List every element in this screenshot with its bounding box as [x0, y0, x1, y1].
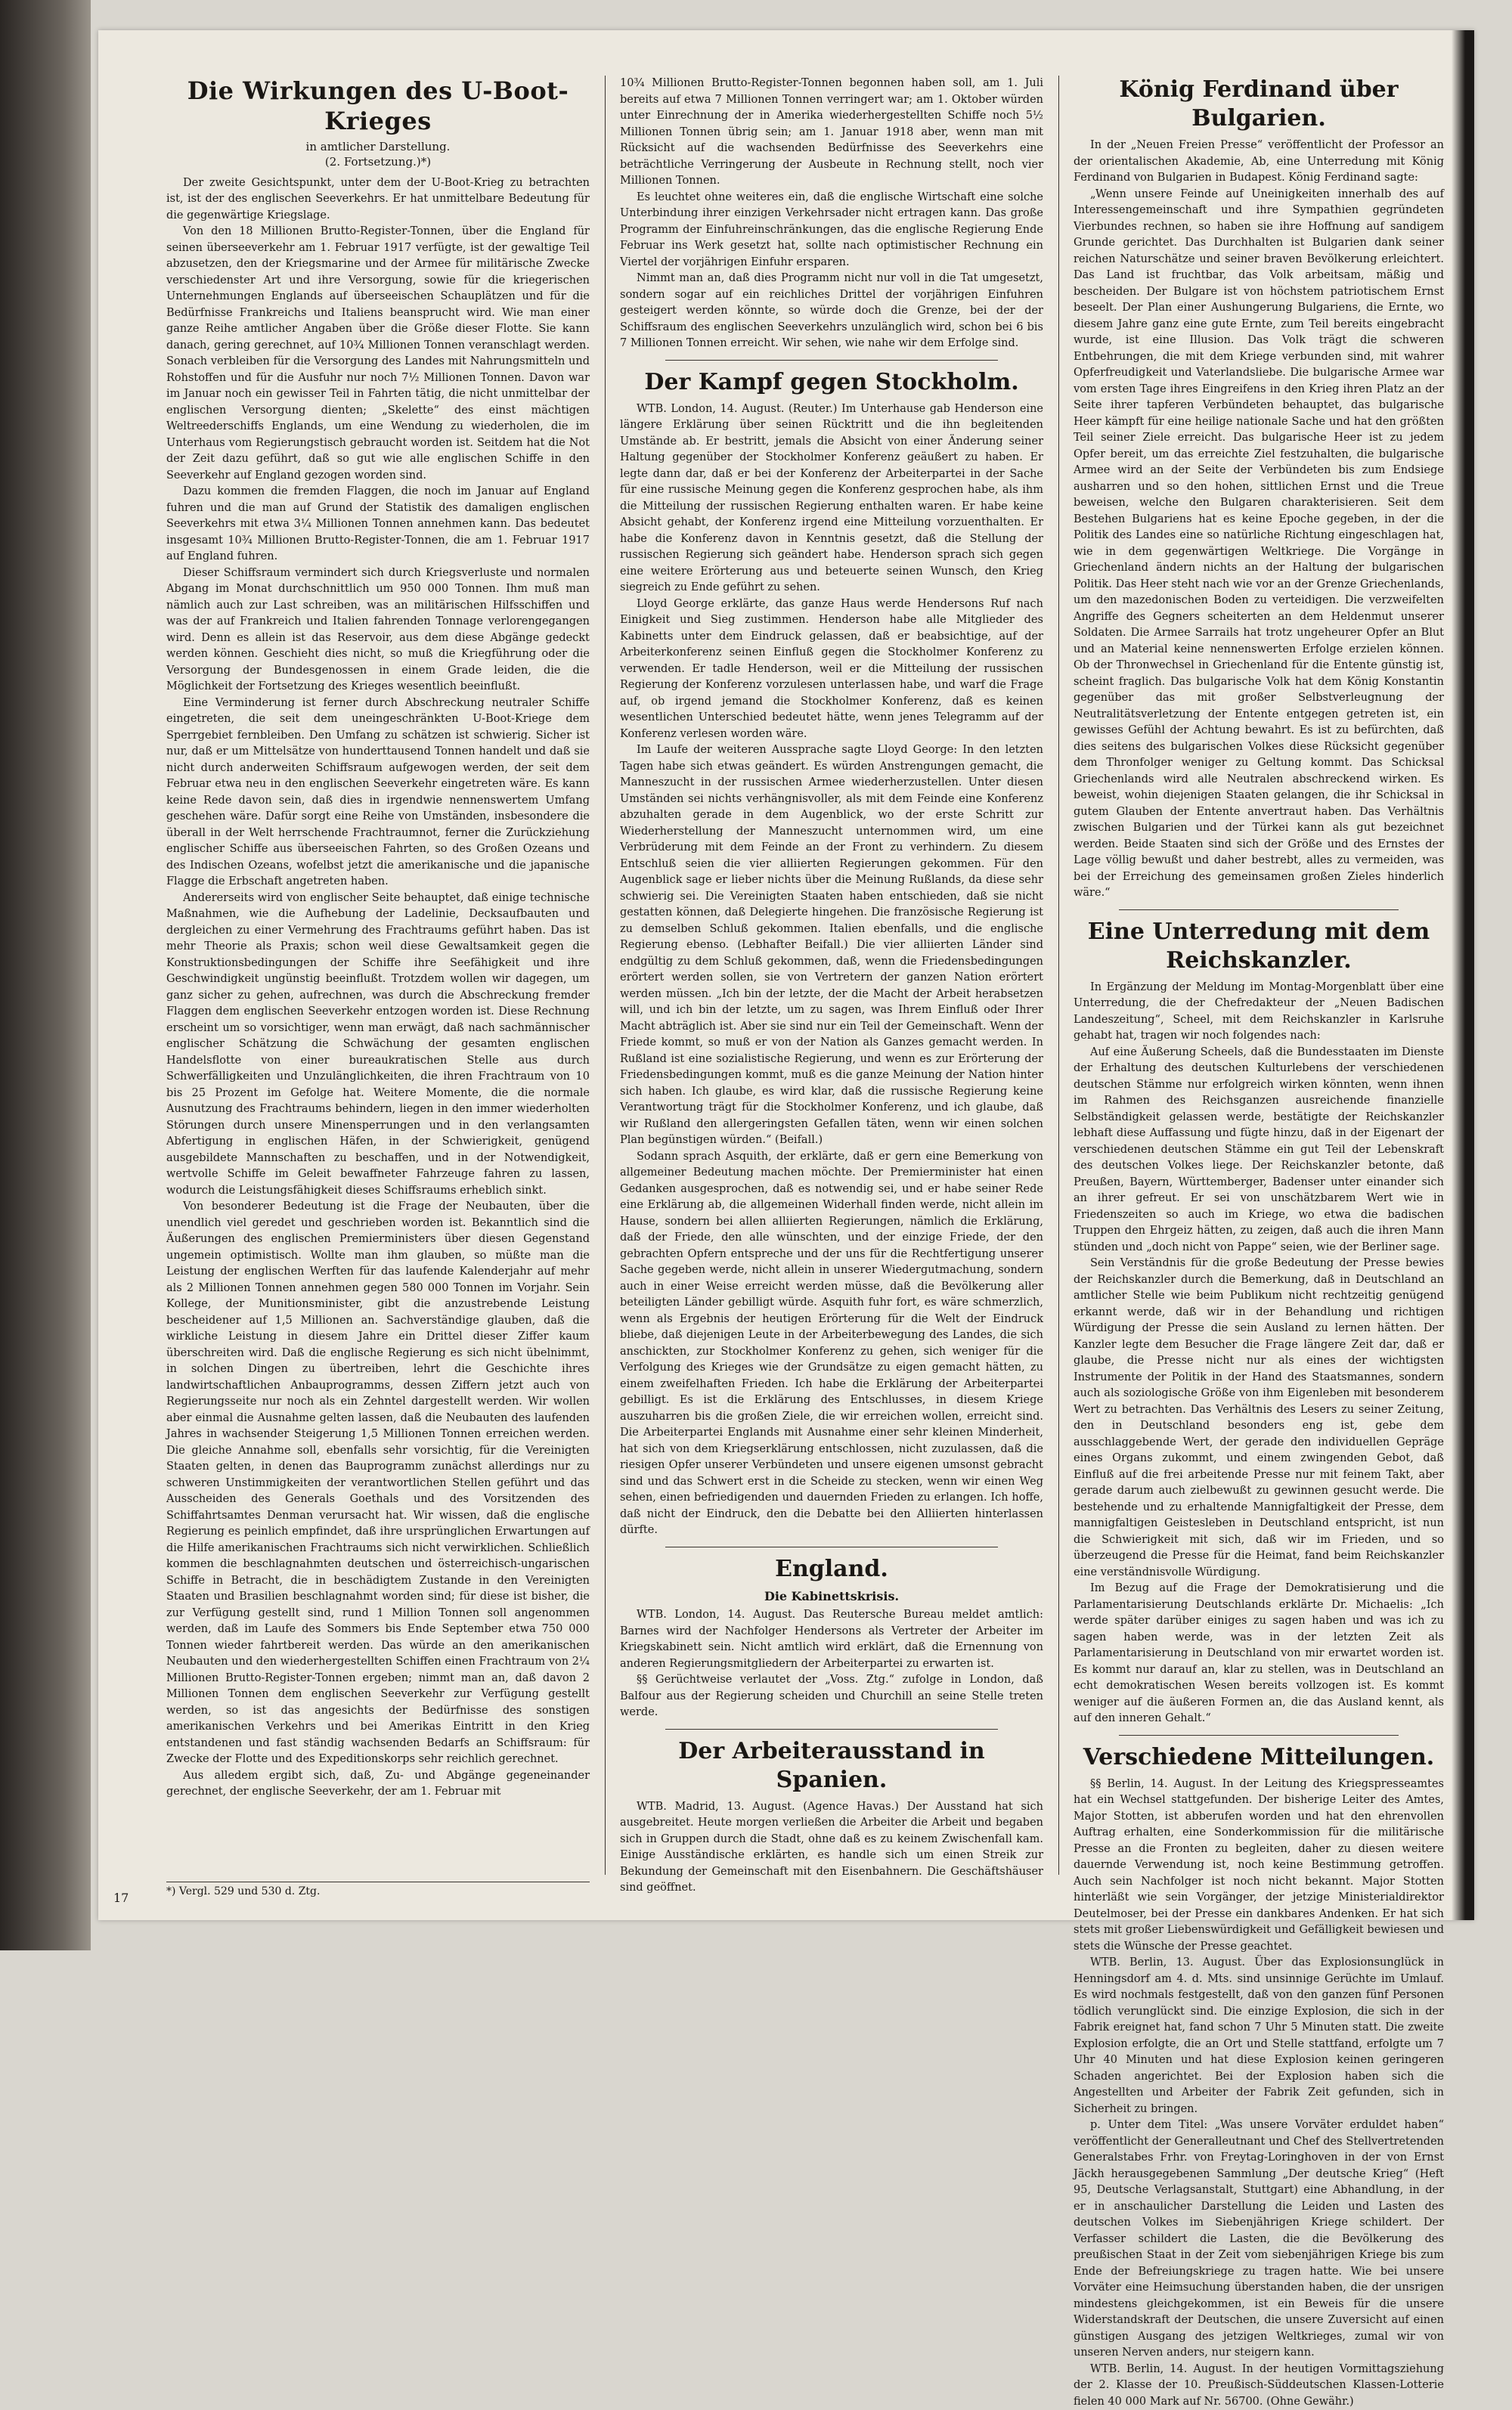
paragraph: Der zweite Gesichtspunkt, unter dem der U-Boot-Krieg zu betrachten ist, ist der des englischen Seeverkehrs. Er hat unmittelbare Bedeutung für die gegenwärtige Kriegslage. — [166, 175, 590, 225]
paragraph: Eine Verminderung ist ferner durch Abschreckung neutraler Schiffe eingetreten, die seit dem uneingeschränkten U-Boot-Kriege dem Sperrgebiet fernbleiben. Den Umfang zu schätzen ist schwierig. Sicher ist nur, daß er um Mittelsätze von hunderttausend Tonnen handelt und daß sie nicht durch anderweiten Schiffsraum aufgewogen werden, der seit dem Februar etwa neu in den englischen Seeverkehr eingetreten wäre. Es kann keine Rede davon sein, daß dies in irgendwie nennenswertem Umfang geschehen wäre. Dafür sorgt eine Reihe von Umständen, insbesondere die überall in der Welt herrschende Frachtraumnot, ferner die Zurückziehung englischer Schiffe aus überseeischen Fahrten, so des Großen Ozeans und des Indischen Ozeans, wofelbst jetzt die amerikanische und die japanische Flagge die Erbschaft angetreten haben. — [166, 695, 590, 891]
paragraph: Lloyd George erklärte, das ganze Haus werde Hendersons Ruf nach Einigkeit und Sieg zustimmen. Henderson habe alle Mitglieder des Kabinetts unter dem Eindruck gelassen, daß er beabsichtige, auf der Arbeiterkonferenz seinen Einfluß gegen die Stockholmer Konferenz zu verwenden. Er tadle Henderson, weil er die Mitteilung der russischen Regierung der Konferenz vorzulesen unterlassen habe, und warf die Frage auf, ob irgend jemand die Stockholmer Konferenz, daß es keinen wesentlichen Unterschied bedeutet hätte, wenn jenes Telegramm auf der Konferenz verlesen worden wäre. — [620, 596, 1043, 743]
paragraph: Im Bezug auf die Frage der Demokratisierung und die Parlamentarisierung Deutschlands erklärte Dr. Michaelis: „Ich werde später darüber einiges zu sagen haben und was ich zu sagen haben werde, was in der letzten Zeit als Parlamentarisierung in Deutschland von mir erwartet worden ist. Es kommt nur darauf an, klar zu stellen, was in Deutschland an echt demokratischen Wesen bereits vollzogen ist. Es kommt weniger auf die äußeren Formen an, die das Ausland kennt, als auf den inneren Gehalt.“ — [1074, 1581, 1444, 1727]
article-title: Der Kampf gegen Stockholm. — [620, 368, 1043, 397]
paragraph: Von besonderer Bedeutung ist die Frage der Neubauten, über die unendlich viel geredet und geschrieben worden ist. Bekanntlich sind die Äußerungen des englischen Premierministers über diesen Gegenstand ungemein optimistisch. Wollte man ihm glauben, so müßte man die Leistung der englischen Werften für das laufende Kalenderjahr auf mehr als 2 Millionen Tonnen annehmen gegen 580 000 Tonnen im Vorjahr. Sein Kollege, der Munitionsminister, gibt die anzustrebende Leistung bescheidener auf 1,5 Millionen an. Sachverständige glauben, daß die wirkliche Leistung in diesem Jahre ein Drittel dieser Ziffer kaum überschreiten wird. Daß die englische Regierung es sich nicht übelnimmt, in solchen Dingen zu übertreiben, lehrt die Geschichte ihres landwirtschaftlichen Anbauprogramms, dessen Ziffern jetzt auch von Regierungsseite nur noch als ein Zehntel dargestellt werden. Wir wollen aber einmal die Ausnahme gelten lassen, daß die Neubauten des laufenden Jahres in wachsender Steigerung 1,5 Millionen Tonnen erreichen werden. Die gleiche Annahme soll, ebenfalls sehr vorsichtig, für die Vereinigten Staaten gelten, in denen das Bauprogramm zunächst allerdings nur zu schweren Unstimmigkeiten der verantwortlichen Stellen geführt und das Ausscheiden des Generals Goethals und des Vorsitzenden des Schiffahrtsamtes Denman verursacht hat. Wir wissen, daß die englische Regierung es peinlich empfindet, daß ihre ursprünglichen Erwartungen auf die Hilfe amerikanischen Frachtraums sich nicht verwirklichen. Schließlich kommen die beschlagnahmten deutschen und österreichisch-ungarischen Schiffe in Betracht, die in beschädigtem Zustande in den Vereinigten Staaten und Brasilien beschlagnahmt worden sind; für diese ist bisher, die zur Verfügung gestellt sind, rund 1 Million Tonnen soll angenommen werden, daß im Laufe des Sommers bis Ende September etwa 750 000 Tonnen wieder fahrtbereit werden. Das würde an den amerikanischen Neubauten und den wiederhergestellten Schiffen einen Frachtraum von 2¼ Millionen Brutto-Register-Tonnen ergeben; nimmt man an, daß davon 2 Millionen Tonnen dem englischen Seeverkehr zur Verfügung gestellt werden, so ist das angesichts der Bedürfnisse des sonstigen amerikanischen Verkehrs und bei Amerikas Eintritt in den Krieg entstandenen und fast ständig wachsenden Bedarfs an Schiffsraum: für Zwecke der Flotte und des Expeditionskorps sehr reichlich gerechnet. — [166, 1199, 590, 1768]
paragraph: Andererseits wird von englischer Seite behauptet, daß einige technische Maßnahmen, wie die Aufhebung der Ladelinie, Decksaufbauten und dergleichen zu einer Vermehrung des Frachtraums geführt haben. Das ist mehr Theorie als Praxis; schon weil diese Gewaltsamkeit gegen die Konstruktionsbedingungen der Schiffe ihre Seefähigkeit und ihre Geschwindigkeit ungünstig beeinflußt. Trotzdem wollen wir dagegen, um ganz sicher zu gehen, aufrechnen, was durch die Abschreckung fremder Flaggen dem englischen Seeverkehr entzogen worden ist. Diese Rechnung erscheint um so vorsichtiger, wenn man erwägt, daß nach sachmännischer englischer Schätzung die Schwächung der gesamten englischen Handelsflotte von einer bureaukratischen Stelle aus durch Schwerfälligkeiten und Unzulänglichkeiten, die ihren Frachtraum von 10 bis 25 Prozent im Gefolge hat. Weitere Momente, die die normale Ausnutzung des Frachtraums behindern, liegen in den immer wiederholten Störungen durch unsere Minensperrungen und in den verlangsamten Abfertigung in englischen Häfen, in der Schwierigkeit, genügend ausgebildete Mannschaften zu beschaffen, und in der Notwendigkeit, wertvolle Schiffe im Geleit bewaffneter Fahrzeuge fahren zu lassen, wodurch die Leistungsfähigkeit dieses Schiffsraums erheblich sinkt. — [166, 891, 590, 1200]
article-part: (2. Fortsetzung.)*) — [166, 154, 590, 171]
paragraph: Sein Verständnis für die große Bedeutung der Presse bewies der Reichskanzler durch die Bemerkung, daß in Deutschland an amtlicher Stelle wie beim Publikum nicht rechtzeitig genügend erkannt werde, daß wir in der Behandlung und richtigen Würdigung der Presse die sein Ausland zu lernen hätten. Der Kanzler legte dem Besucher die Frage längere Zeit dar, daß er glaube, die Presse nicht nur als eines der wichtigsten Instrumente der Politik in der Hand des Staatsmannes, sondern auch als soziologische Größe von ihm Eigenleben mit besonderem Wert zu betrachten. Das Verhältnis des Lesers zu seiner Zeitung, den in Deutschland besonders eng ist, gebe dem ausschlaggebende Wert, der gerade den individuellen Gepräge eines Organs zukommt, und einem zwingenden Gebot, daß Einfluß auf die frei arbeitende Presse nur mit feinem Takt, aber gerade darum auch zielbewußt zu gewinnen gesucht werde. Die bestehende und zu erhaltende Mannigfaltigkeit der Presse, dem mannigfaltigen Geistesleben in Deutschland entspricht, ist nun die Schwierigkeit mit sich, daß wir im Frieden, und so überzeugend die Presse für die Heimat, fand beim Reichskanzler eine verständnisvolle Würdigung. — [1074, 1256, 1444, 1581]
column-1 — [166, 76, 590, 1875]
article-title: König Ferdinand über Bulgarien. — [1074, 76, 1444, 133]
paragraph: WTB. Berlin, 13. August. Über das Explosionsunglück in Henningsdorf am 4. d. Mts. sind unsinnige Gerüchte im Umlauf. Es wird nochmals festgestellt, daß von den ganzen fünf Personen tödlich verunglückt sind. Die einzige Explosion, die sich in der Fabrik ereignet hat, fand schon 7 Uhr 5 Minuten statt. Die zweite Explosion erfolgte, die an Ort und Stelle stattfand, erfolgte um 7 Uhr 40 Minuten und hat diese Explosion keinen geringeren Schaden angerichtet. Bei der Explosion haben sich die Angestellten und Arbeiter der Fabrik Zeit gefunden, sich in Sicherheit zu bringen. — [1074, 1955, 1444, 2117]
paragraph: Aus alledem ergibt sich, daß, Zu- und Abgänge gegeneinander gerechnet, der englische Seeverkehr, der am 1. Februar mit — [166, 1768, 590, 1801]
article-title: Der Arbeiterausstand in Spanien. — [620, 1737, 1043, 1795]
paragraph: §§ Berlin, 14. August. In der Leitung des Kriegspresseamtes hat ein Wechsel stattgefunden. Der bisherige Leiter des Amtes, Major Stotten, ist abberufen worden und hat den ehrenvollen Auftrag erhalten, eine Sonderkommission für die militärische Presse an die Fronten zu begleiten, daher zu diesen weitere dauernde Verwendung ist, noch keine Bestimmung getroffen. Auch sein Nachfolger ist noch nicht bekannt. Major Stotten hinterläßt wie sein Vorgänger, der jetzige Ministerialdirektor Deutelmoser, bei der Presse ein dankbares Andenken. Er hat sich stets mit großer Liebenswürdigkeit und Gefälligkeit bewiesen und stets die Wünsche der Presse geachtet. — [1074, 1777, 1444, 1956]
section-divider — [665, 360, 998, 361]
paragraph: Im Laufe der weiteren Aussprache sagte Lloyd George: In den letzten Tagen habe sich etwas geändert. Es würden Anstrengungen gemacht, die Manneszucht in der russischen Armee wiederherzustellen. Unter diesen Umständen sei nichts verhängnisvoller, als mit dem Feinde eine Konferenz abzuhalten gerade in dem Augenblick, wo der erste Schritt zur Wiederherstellung der Manneszucht unternommen wird, um eine Verbrüderung mit dem Feinde an der Front zu verhindern. Zu diesem Entschluß seien die vier alliierten Regierungen gekommen. Für den Augenblick sage er lieber nichts über die Meinung Rußlands, da diese sehr schwierig sei. Die Vereinigten Staaten haben entschieden, daß sie nicht gestatten können, daß Delegierte hingehen. Die französische Regierung ist zu demselben Schluß gekommen. Italien ebenfalls, und die englische Regierung ebenso. (Lebhafter Beifall.) Die vier alliierten Länder sind endgültig zu dem Schluß gekommen, daß, wenn die Friedensbedingungen erörtert werden sollen, sie von Vertretern der ganzen Nation erörtert werden müssen. „Ich bin der letzte, der die Macht der Arbeit herabsetzen will, und ich bin der letzte, um zu sagen, was Ihrem Einfluß oder Ihrer Macht abträglich ist. Aber sie sind nur ein Teil der Gemeinschaft. Wenn der Friede kommt, so muß er von der Nation als Ganzes gemacht werden. In Rußland ist eine sozialistische Regierung, und wenn es zur Erörterung der Friedensbedingungen kommt, muß es die ganze Meinung der Nation hinter sich haben. Ich glaube, es wird klar, daß die russische Regierung keine Verantwortung trägt für die Stockholmer Konferenz, und ich glaube, daß wir Rußland den allergeringsten Gefallen täten, wenn wir einen solchen Plan begünstigen würden.“ (Beifall.) — [620, 742, 1043, 1149]
newspaper-page — [98, 30, 1474, 1920]
paragraph: In Ergänzung der Meldung im Montag-Morgenblatt über eine Unterredung, die der Chefredakteur der „Neuen Badischen Landeszeitung“, Scheel, mit dem Reichskanzler in Karlsruhe gehabt hat, tragen wir noch folgendes nach: — [1074, 980, 1444, 1045]
section-divider — [1119, 909, 1399, 910]
paragraph: 10¾ Millionen Brutto-Register-Tonnen begonnen haben soll, am 1. Juli bereits auf etwa 7 Millionen Tonnen verringert war; am 1. Oktober würden unter Einrechnung der in Amerika wiederhergestellten Schiffe noch 5½ Millionen Tonnen übrig sein; am 1. Januar 1918 aber, wenn man mit Rücksicht auf die wachsenden Bedürfnisse des Seeverkehrs eine beträchtliche Verringerung der Ausbeute in Rechnung stellt, noch vier Millionen Tonnen. — [620, 76, 1043, 190]
section-divider — [665, 1729, 998, 1730]
paragraph: Dieser Schiffsraum vermindert sich durch Kriegsverluste und normalen Abgang im Monat durchschnittlich um 950 000 Tonnen. Ihm muß man nämlich auch zur Last schreiben, was an militärischen Hilfsschiffen und was der auf Frankreich und Italien fahrenden Tonnage verlorengegangen wird. Denn es allein ist das Reservoir, aus dem diese Abgänge gedeckt werden können. Geschieht dies nicht, so muß die Kriegführung oder die Versorgung der Bundesgenossen in einem Grade leiden, die die Möglichkeit der Fortsetzung des Krieges wesentlich beeinflußt. — [166, 565, 590, 695]
article-title: Die Wirkungen des U-Boot-Krieges — [166, 76, 590, 136]
article-kicker: Die Kabinettskrisis. — [620, 1588, 1043, 1605]
paragraph: Dazu kommen die fremden Flaggen, die noch im Januar auf England fuhren und die man auf Grund der Statistik des damaligen englischen Seeverkehrs mit etwa 3¼ Millionen Tonnen annehmen kann. Das bedeutet insgesamt 10¾ Millionen Brutto-Register-Tonnen, die am 1. Februar 1917 auf England fuhren. — [166, 484, 590, 565]
paragraph: WTB. London, 14. August. (Reuter.) Im Unterhause gab Henderson eine längere Erklärung über seinen Rücktritt und die ihn begleitenden Umstände ab. Er bestritt, jemals die Absicht von einer Änderung seiner Haltung gegenüber der Stockholmer Konferenz geäußert zu haben. Er legte dann dar, daß er bei der Konferenz der Arbeiterpartei in der Sache für eine russische Meinung gegen die Konferenz gesprochen habe, als ihm die Mitteilung der russischen Regierung enthalten waren. Er habe keine Absicht gehabt, der Konferenz irgend eine Mitteilung vorzuenthalten. Er habe die Konferenz davon in Kenntnis gesetzt, daß die Stellung der russischen Regierung sich geändert habe. Henderson sprach sich gegen eine weitere Erörterung aus und beteuerte seinen Wunsch, den Krieg siegreich zu Ende geführt zu sehen. — [620, 401, 1043, 596]
footnote: *) Vergl. 529 und 530 d. Ztg. — [166, 1882, 590, 1897]
paragraph: WTB. Berlin, 14. August. In der heutigen Vormittagsziehung der 2. Klasse der 10. Preußisch-Süddeutschen Klassen-Lotterie fielen 40 000 Mark auf Nr. 56700. (Ohne Gewähr.) — [1074, 2362, 1444, 2410]
section-divider — [1119, 1735, 1399, 1736]
paragraph: In der „Neuen Freien Presse“ veröffentlicht der Professor an der orientalischen Akademie, Ab, eine Unterredung mit König Ferdinand von Bulgarien in Budapest. König Ferdinand sagte: — [1074, 138, 1444, 187]
column-rule — [1058, 76, 1059, 1875]
paragraph: Sodann sprach Asquith, der erklärte, daß er gern eine Bemerkung von allgemeiner Bedeutung machen möchte. Der Premierminister hat einen Gedanken ausgesprochen, daß es notwendig sei, und er habe seiner Rede eine Erklärung ab, die allgemeinen Widerhall finden werde, nicht allein im Hause, sondern bei allen alliierten Regierungen, nämlich die Erklärung, daß der Friede, den alle wünschten, und der einzige Friede, der den gebrachten Opfern entspreche und der uns für die Rechtfertigung unserer Sache gegeben werde, nicht allein in unserer Wiedergutmachung, sondern auch in einer Weise erreicht werden müsse, daß die Bevölkerung aller beteiligten Länder gebilligt würde. Asquith fuhr fort, es wäre schmerzlich, wenn als Ergebnis der heutigen Erörterung für die Welt der Eindruck bliebe, daß diejenigen Leute in der Arbeiterbewegung des Landes, die sich anschickten, zur Stockholmer Konferenz zu gehen, sich weniger für die Verfolgung des Krieges wie der Grundsätze zu eigen gemacht hätten, zu einem zweifelhaften Frieden. Ich habe die Erklärung der Arbeiterpartei gebilligt. Es ist die Erklärung des Entschlusses, in diesem Kriege auszuharren bis die großen Ziele, die wir erreichen wollen, erreicht sind. Die Arbeiterpartei Englands mit Ausnahme einer sehr kleinen Minderheit, hat sich von dem Kriegserklärung entschlossen, nicht zuzulassen, daß die riesigen Opfer unserer Verbündeten und unsere eigenen umsonst gebracht sind und das Schwert erst in die Scheide zu stecken, wenn wir einen Weg sehen, einen befriedigenden und dauernden Frieden zu erlangen. Ich hoffe, daß nicht der Eindruck, den die Debatte bei den Alliierten hinterlassen dürfte. — [620, 1149, 1043, 1539]
column-3 — [1074, 76, 1444, 1875]
paragraph: Auf eine Äußerung Scheels, daß die Bundesstaaten im Dienste der Erhaltung des deutschen Kulturlebens der verschiedenen deutschen Stämme nur erfolgreich wirken könnten, wenn ihnen im Rahmen des Reichsganzen ausreichende finanzielle Selbständigkeit gelassen werde, bestätigte der Reichskanzler lebhaft diese Auffassung und fügte hinzu, daß in der Eigenart der verschiedenen deutschen Stämme ein gut Teil der Lebenskraft des deutschen Volkes liege. Der Reichskanzler betonte, daß Preußen, Bayern, Württemberger, Badenser unter einander sich an ihrer gefreut. Er sei von unschätzbarem Wert wie in Friedenszeiten so auch im Kriege, wo etwa die badischen Truppen den Ehrgeiz hätten, zu zeigen, daß auch die ihren Mann stünden und „doch nicht von Pappe“ seien, wie der Berliner sage. — [1074, 1045, 1444, 1256]
paragraph: „Wenn unsere Feinde auf Uneinigkeiten innerhalb des auf Interessengemeinschaft und ihre Sympathien gegründeten Vierbundes rechnen, so haben sie ihre Hoffnung auf sandigem Grunde gerichtet. Das Durchhalten ist Bulgarien dank seiner reichen Naturschätze und seiner braven Bevölkerung erleichtert. Das Land ist fruchtbar, das Volk arbeitsam, mäßig und bescheiden. Der Bulgare ist von höchstem patriotischem Ernst beseelt. Der Plan einer Aushungerung Bulgariens, die Ernte, wo diesem Jahre ganz eine gute Ernte, zum Teil bereits eingebracht wurde, ist eine Illusion. Das Volk trägt die schweren Entbehrungen, die mit dem Kriege verbunden sind, mit wahrer Opferfreudigkeit und Vaterlandsliebe. Die bulgarische Armee war vom ersten Tage ihres Eingreifens in den Krieg ihren Platz an der Seite ihrer tapferen Verbündeten behauptet, das bulgarische Heer kämpft für eine heilige nationale Sache und hat den größten Teil seiner Ziele erreicht. Das bulgarische Heer ist zu jedem Opfer bereit, um das erreichte Ziel festzuhalten, die bulgarische Armee wird an der Seite der Verbündeten bis zum Endsiege ausharren und so den hohen, sittlichen Ernst und die Treue beweisen, welche den Bulgaren charakterisieren. Seit dem Bestehen Bulgariens hat es keine Epoche gegeben, in der die Politik des Landes eine so natürliche Richtung eingeschlagen hat, wie in dem gegenwärtigen Weltkriege. Die Vorgänge in Griechenland ändern nichts an der Haltung der bulgarischen Politik. Das Heer steht nach wie vor an der Grenze Griechenlands, um den mazedonischen Boden zu verteidigen. Die verzweifelten Angriffe des Gegners scheiterten an dem Heldenmut unserer Soldaten. Die Armee Sarrails hat trotz ungeheurer Opfer an Blut und an Material keine nennenswerten Erfolge erzielen können. Ob der Thronwechsel in Griechenland für die Entente günstig ist, scheint fraglich. Das bulgarische Volk hat dem König Konstantin gegenüber das mit großer Selbstverleugnung der Neutralitätsverletzung der Entente entgegen getreten ist, ein gewisses Gefühl der Achtung bewahrt. Es ist zu befürchten, daß dies seitens des bulgarischen Volkes diese Rücksicht gegenüber dem Thronfolger weniger zu Geltung kommt. Das Schicksal Griechenlands wird alle Neutralen abschreckend wirken. Es beweist, wohin diejenigen Staaten gelangen, die ihr Schicksal in gutem Glauben der Entente anvertraut haben. Das Verhältnis zwischen Bulgarien und der Türkei kann als gut bezeichnet werden. Beide Staaten sind sich der Größe und des Ernstes der Lage völlig bewußt und daher bestrebt, alles zu vermeiden, was bei der Erreichung des gemeinsamen großen Zieles hinderlich wäre.“ — [1074, 187, 1444, 902]
book-binding — [0, 0, 91, 1950]
article-title: Eine Unterredung mit dem Reichskanzler. — [1074, 918, 1444, 975]
page-edge — [1452, 30, 1474, 1920]
article-title: England. — [620, 1555, 1043, 1584]
paragraph: §§ Gerüchtweise verlautet der „Voss. Ztg.“ zufolge in London, daß Balfour aus der Regierung scheiden und Churchill an seine Stelle treten werde. — [620, 1672, 1043, 1721]
paragraph: Von den 18 Millionen Brutto-Register-Tonnen, über die England für seinen überseeverkehr am 1. Februar 1917 verfügte, ist der gewaltige Teil abzusetzen, den der Kriegsmarine und der Armee für militärische Zwecke verschiedenster Art und ihre Versorgung, sowie für die kriegerischen Unternehmungen Englands auf überseeischen Schauplätzen und für die Bedürfnisse Frankreichs und Italiens beansprucht wird. Wie man einer ganze Reihe amtlicher Angaben über die Größe dieser Flotte. Sie kann danach, gering gerechnet, auf 10¾ Millionen Tonnen veranschlagt werden. Sonach verbleiben für die Versorgung des Landes mit Nahrungsmitteln und Rohstoffen und für die Ausfuhr nur noch 7½ Millionen Tonnen. Davon war im Januar noch ein gewisser Teil in Fahrten tätig, die nicht unmittelbar der englischen Versorgung dienten; „Skelette“ des einst mächtigen Weltreederschiffs Englands, um eine Wendung zu wiederholen, die im Unterhaus vom Regierungstisch gebraucht worden ist. Seitdem hat die Not der Zeit dazu geführt, daß so gut wie alle englischen Schiffe in den Seeverkehr auf England gezogen worden sind. — [166, 224, 590, 484]
column-2 — [620, 76, 1043, 1875]
paragraph: Es leuchtet ohne weiteres ein, daß die englische Wirtschaft eine solche Unterbindung ihrer einzigen Verkehrsader nicht ertragen kann. Das große Programm der Einfuhreinschränkungen, das die englische Regierung Ende Februar ins Werk gesetzt hat, sollte nach optimistischer Rechnung ein Viertel der vorjährigen Einfuhr ersparen. — [620, 190, 1043, 271]
article-title: Verschiedene Mitteilungen. — [1074, 1743, 1444, 1772]
paragraph: WTB. London, 14. August. Das Reutersche Bureau meldet amtlich: Barnes wird der Nachfolger Hendersons als Vertreter der Arbeiter im Kriegskabinett sein. Nicht amtlich wird erklärt, daß die Ernennung von anderen Regierungsmitgliedern der Arbeiterpartei zu erwarten ist. — [620, 1607, 1043, 1672]
article-subtitle: in amtlicher Darstellung. — [166, 139, 590, 154]
paragraph: p. Unter dem Titel: „Was unsere Vorväter erduldet haben“ veröffentlicht der Generalleutnant und Chef des Stellvertretenden Generalstabes Frhr. von Freytag-Loringhoven in der von Ernst Jäckh herausgegebenen Sammlung „Der deutsche Krieg“ (Heft 95, Deutsche Verlagsanstalt, Stuttgart) eine Abhandlung, in der er in anschaulicher Darstellung die Leiden und Lasten des deutschen Volkes im Siebenjährigen Kriege schildert. Der Verfasser schildert die Lasten, die die Bevölkerung des preußischen Staat in der Zeit vom siebenjährigen Kriege bis zum Ende der Befreiungskriege zu tragen hatte. Wie bei unsere Vorväter eine Heimsuchung überstanden haben, die der unsrigen mindestens gleichgekommen, ist ein Beweis für die unsere Widerstandskraft der Deutschen, die unsere Zuversicht auf einen günstigen Ausgang des jetzigen Weltkrieges, zumal wir von unseren Nerven anders, nur steigern kann. — [1074, 2117, 1444, 2362]
paragraph: WTB. Madrid, 13. August. (Agence Havas.) Der Ausstand hat sich ausgebreitet. Heute morgen verließen die Arbeiter die Arbeit und begaben sich in Gruppen durch die Stadt, ohne daß es zu keinem Zwischenfall kam. Einige Ausständische erklärten, es handle sich um einen Streik zur Bekundung der Gemeinschaft mit den Eisenbahnern. Die Geschäftshäuser sind geöffnet. — [620, 1799, 1043, 1897]
column-rule — [605, 76, 606, 1875]
page-number: 17 — [113, 1891, 129, 1905]
paragraph: Nimmt man an, daß dies Programm nicht nur voll in die Tat umgesetzt, sondern sogar auf ein reichliches Drittel der vorjährigen Einfuhren gesteigert werden könnte, so würde doch die Grenze, bei der der Schiffsraum des englischen Seeverkehrs unzulänglich wird, schon bei 6 bis 7 Millionen Tonnen erreicht. Wir sehen, wie nahe wir dem Erfolge sind. — [620, 271, 1043, 352]
